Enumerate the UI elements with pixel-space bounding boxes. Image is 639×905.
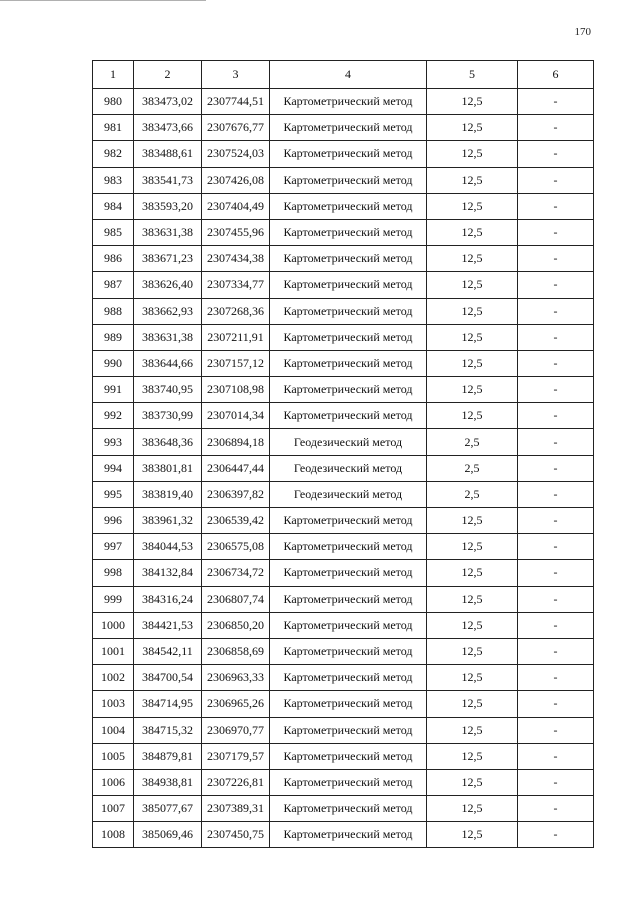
x-coordinate-cell: 383541,73 [134, 167, 202, 193]
table-row [93, 429, 594, 455]
y-coordinate-cell: 2307334,77 [202, 272, 270, 298]
accuracy-cell: 12,5 [427, 324, 518, 350]
point-number-cell: 981 [93, 115, 134, 141]
method-cell: Картометрический метод [270, 89, 427, 115]
point-number-cell: 998 [93, 560, 134, 586]
accuracy-cell: 2,5 [427, 481, 518, 507]
table-row [93, 167, 594, 193]
x-coordinate-cell: 383644,66 [134, 350, 202, 376]
note-cell: - [518, 534, 594, 560]
note-cell: - [518, 89, 594, 115]
coordinates-table [92, 60, 594, 848]
method-cell: Геодезический метод [270, 429, 427, 455]
column-header: 6 [518, 61, 594, 89]
point-number-cell: 1002 [93, 665, 134, 691]
x-coordinate-cell: 385077,67 [134, 796, 202, 822]
y-coordinate-cell: 2307157,12 [202, 350, 270, 376]
x-coordinate-cell: 383730,99 [134, 403, 202, 429]
y-coordinate-cell: 2307014,34 [202, 403, 270, 429]
note-cell: - [518, 481, 594, 507]
point-number-cell: 987 [93, 272, 134, 298]
point-number-cell: 1005 [93, 743, 134, 769]
accuracy-cell: 12,5 [427, 691, 518, 717]
note-cell: - [518, 717, 594, 743]
method-cell: Картометрический метод [270, 246, 427, 272]
x-coordinate-cell: 385069,46 [134, 822, 202, 848]
y-coordinate-cell: 2307434,38 [202, 246, 270, 272]
table-row [93, 115, 594, 141]
table-row [93, 743, 594, 769]
table-row [93, 560, 594, 586]
method-cell: Картометрический метод [270, 665, 427, 691]
note-cell: - [518, 638, 594, 664]
x-coordinate-cell: 383473,66 [134, 115, 202, 141]
table-row [93, 377, 594, 403]
point-number-cell: 985 [93, 219, 134, 245]
accuracy-cell: 12,5 [427, 796, 518, 822]
table-row [93, 796, 594, 822]
y-coordinate-cell: 2307226,81 [202, 769, 270, 795]
table-row [93, 324, 594, 350]
x-coordinate-cell: 383631,38 [134, 219, 202, 245]
table-row [93, 717, 594, 743]
note-cell: - [518, 115, 594, 141]
method-cell: Картометрический метод [270, 403, 427, 429]
y-coordinate-cell: 2306970,77 [202, 717, 270, 743]
method-cell: Картометрический метод [270, 717, 427, 743]
accuracy-cell: 12,5 [427, 769, 518, 795]
point-number-cell: 997 [93, 534, 134, 560]
method-cell: Картометрический метод [270, 560, 427, 586]
point-number-cell: 990 [93, 350, 134, 376]
y-coordinate-cell: 2307404,49 [202, 193, 270, 219]
x-coordinate-cell: 384542,11 [134, 638, 202, 664]
y-coordinate-cell: 2307450,75 [202, 822, 270, 848]
x-coordinate-cell: 384714,95 [134, 691, 202, 717]
note-cell: - [518, 272, 594, 298]
note-cell: - [518, 743, 594, 769]
accuracy-cell: 12,5 [427, 403, 518, 429]
accuracy-cell: 12,5 [427, 638, 518, 664]
x-coordinate-cell: 384421,53 [134, 612, 202, 638]
point-number-cell: 989 [93, 324, 134, 350]
table-row [93, 586, 594, 612]
x-coordinate-cell: 383671,23 [134, 246, 202, 272]
table-row [93, 455, 594, 481]
page-number: 170 [574, 26, 591, 38]
accuracy-cell: 12,5 [427, 298, 518, 324]
x-coordinate-cell: 383631,38 [134, 324, 202, 350]
note-cell: - [518, 219, 594, 245]
accuracy-cell: 12,5 [427, 717, 518, 743]
note-cell: - [518, 769, 594, 795]
accuracy-cell: 12,5 [427, 377, 518, 403]
table-row [93, 612, 594, 638]
method-cell: Картометрический метод [270, 508, 427, 534]
note-cell: - [518, 167, 594, 193]
x-coordinate-cell: 383626,40 [134, 272, 202, 298]
x-coordinate-cell: 384316,24 [134, 586, 202, 612]
accuracy-cell: 12,5 [427, 141, 518, 167]
note-cell: - [518, 141, 594, 167]
point-number-cell: 988 [93, 298, 134, 324]
x-coordinate-cell: 384132,84 [134, 560, 202, 586]
table-row [93, 272, 594, 298]
column-header: 3 [202, 61, 270, 89]
y-coordinate-cell: 2307211,91 [202, 324, 270, 350]
note-cell: - [518, 586, 594, 612]
point-number-cell: 983 [93, 167, 134, 193]
y-coordinate-cell: 2306575,08 [202, 534, 270, 560]
table-row [93, 665, 594, 691]
accuracy-cell: 12,5 [427, 193, 518, 219]
note-cell: - [518, 822, 594, 848]
y-coordinate-cell: 2306858,69 [202, 638, 270, 664]
table-row [93, 219, 594, 245]
note-cell: - [518, 298, 594, 324]
table-row [93, 638, 594, 664]
x-coordinate-cell: 383740,95 [134, 377, 202, 403]
method-cell: Геодезический метод [270, 455, 427, 481]
column-header: 1 [93, 61, 134, 89]
note-cell: - [518, 193, 594, 219]
y-coordinate-cell: 2307455,96 [202, 219, 270, 245]
accuracy-cell: 12,5 [427, 115, 518, 141]
table-row [93, 403, 594, 429]
method-cell: Картометрический метод [270, 691, 427, 717]
accuracy-cell: 12,5 [427, 272, 518, 298]
point-number-cell: 994 [93, 455, 134, 481]
y-coordinate-cell: 2306447,44 [202, 455, 270, 481]
method-cell: Картометрический метод [270, 272, 427, 298]
table-row [93, 481, 594, 507]
method-cell: Геодезический метод [270, 481, 427, 507]
accuracy-cell: 12,5 [427, 822, 518, 848]
accuracy-cell: 2,5 [427, 455, 518, 481]
note-cell: - [518, 560, 594, 586]
point-number-cell: 982 [93, 141, 134, 167]
method-cell: Картометрический метод [270, 638, 427, 664]
method-cell: Картометрический метод [270, 298, 427, 324]
y-coordinate-cell: 2306539,42 [202, 508, 270, 534]
table-header-row [93, 61, 594, 89]
table-row [93, 350, 594, 376]
table-row [93, 298, 594, 324]
note-cell: - [518, 403, 594, 429]
y-coordinate-cell: 2306963,33 [202, 665, 270, 691]
note-cell: - [518, 691, 594, 717]
point-number-cell: 992 [93, 403, 134, 429]
accuracy-cell: 12,5 [427, 743, 518, 769]
accuracy-cell: 12,5 [427, 612, 518, 638]
point-number-cell: 984 [93, 193, 134, 219]
y-coordinate-cell: 2306807,74 [202, 586, 270, 612]
table-row [93, 89, 594, 115]
x-coordinate-cell: 383593,20 [134, 193, 202, 219]
accuracy-cell: 12,5 [427, 167, 518, 193]
table-row [93, 691, 594, 717]
x-coordinate-cell: 383473,02 [134, 89, 202, 115]
x-coordinate-cell: 383819,40 [134, 481, 202, 507]
top-border-line [0, 0, 206, 1]
accuracy-cell: 12,5 [427, 665, 518, 691]
note-cell: - [518, 612, 594, 638]
note-cell: - [518, 796, 594, 822]
accuracy-cell: 12,5 [427, 586, 518, 612]
table-row [93, 534, 594, 560]
method-cell: Картометрический метод [270, 115, 427, 141]
y-coordinate-cell: 2307179,57 [202, 743, 270, 769]
accuracy-cell: 2,5 [427, 429, 518, 455]
accuracy-cell: 12,5 [427, 534, 518, 560]
note-cell: - [518, 377, 594, 403]
x-coordinate-cell: 384715,32 [134, 717, 202, 743]
note-cell: - [518, 324, 594, 350]
table-row [93, 141, 594, 167]
point-number-cell: 995 [93, 481, 134, 507]
method-cell: Картометрический метод [270, 796, 427, 822]
method-cell: Картометрический метод [270, 141, 427, 167]
accuracy-cell: 12,5 [427, 508, 518, 534]
method-cell: Картометрический метод [270, 324, 427, 350]
note-cell: - [518, 246, 594, 272]
point-number-cell: 1003 [93, 691, 134, 717]
y-coordinate-cell: 2307676,77 [202, 115, 270, 141]
point-number-cell: 991 [93, 377, 134, 403]
accuracy-cell: 12,5 [427, 89, 518, 115]
point-number-cell: 1006 [93, 769, 134, 795]
point-number-cell: 996 [93, 508, 134, 534]
x-coordinate-cell: 384938,81 [134, 769, 202, 795]
note-cell: - [518, 429, 594, 455]
point-number-cell: 993 [93, 429, 134, 455]
point-number-cell: 1000 [93, 612, 134, 638]
point-number-cell: 986 [93, 246, 134, 272]
method-cell: Картометрический метод [270, 586, 427, 612]
method-cell: Картометрический метод [270, 822, 427, 848]
x-coordinate-cell: 383961,32 [134, 508, 202, 534]
y-coordinate-cell: 2307389,31 [202, 796, 270, 822]
note-cell: - [518, 508, 594, 534]
method-cell: Картометрический метод [270, 350, 427, 376]
x-coordinate-cell: 383488,61 [134, 141, 202, 167]
accuracy-cell: 12,5 [427, 219, 518, 245]
table-row [93, 508, 594, 534]
accuracy-cell: 12,5 [427, 246, 518, 272]
note-cell: - [518, 455, 594, 481]
y-coordinate-cell: 2307108,98 [202, 377, 270, 403]
method-cell: Картометрический метод [270, 377, 427, 403]
accuracy-cell: 12,5 [427, 350, 518, 376]
method-cell: Картометрический метод [270, 219, 427, 245]
table-row [93, 769, 594, 795]
y-coordinate-cell: 2306894,18 [202, 429, 270, 455]
note-cell: - [518, 665, 594, 691]
y-coordinate-cell: 2306965,26 [202, 691, 270, 717]
x-coordinate-cell: 384700,54 [134, 665, 202, 691]
y-coordinate-cell: 2307744,51 [202, 89, 270, 115]
table-row [93, 193, 594, 219]
method-cell: Картометрический метод [270, 743, 427, 769]
point-number-cell: 980 [93, 89, 134, 115]
column-header: 4 [270, 61, 427, 89]
y-coordinate-cell: 2306734,72 [202, 560, 270, 586]
y-coordinate-cell: 2306397,82 [202, 481, 270, 507]
x-coordinate-cell: 383648,36 [134, 429, 202, 455]
x-coordinate-cell: 384879,81 [134, 743, 202, 769]
method-cell: Картометрический метод [270, 167, 427, 193]
y-coordinate-cell: 2307268,36 [202, 298, 270, 324]
method-cell: Картометрический метод [270, 612, 427, 638]
table-row [93, 822, 594, 848]
method-cell: Картометрический метод [270, 769, 427, 795]
method-cell: Картометрический метод [270, 193, 427, 219]
method-cell: Картометрический метод [270, 534, 427, 560]
y-coordinate-cell: 2307426,08 [202, 167, 270, 193]
x-coordinate-cell: 384044,53 [134, 534, 202, 560]
x-coordinate-cell: 383801,81 [134, 455, 202, 481]
x-coordinate-cell: 383662,93 [134, 298, 202, 324]
column-header: 2 [134, 61, 202, 89]
y-coordinate-cell: 2306850,20 [202, 612, 270, 638]
point-number-cell: 1007 [93, 796, 134, 822]
point-number-cell: 1008 [93, 822, 134, 848]
point-number-cell: 1001 [93, 638, 134, 664]
table-row [93, 246, 594, 272]
table-body [93, 89, 594, 848]
column-header: 5 [427, 61, 518, 89]
accuracy-cell: 12,5 [427, 560, 518, 586]
point-number-cell: 1004 [93, 717, 134, 743]
note-cell: - [518, 350, 594, 376]
y-coordinate-cell: 2307524,03 [202, 141, 270, 167]
point-number-cell: 999 [93, 586, 134, 612]
